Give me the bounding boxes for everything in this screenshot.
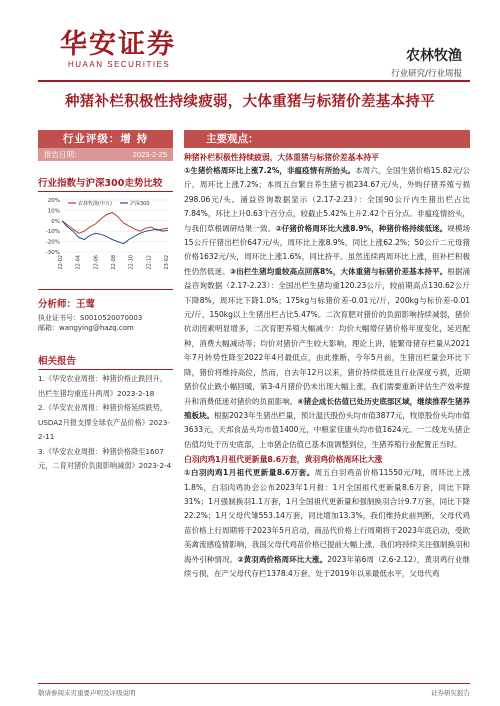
related-report-item[interactable]: 3.《华安农业周报：种猪价格降至1607元，二育对猪价负面影响减弱》2023-2-4 <box>38 446 172 470</box>
bold-point: ①生猪价格周环比上涨7.2%，非瘟疫情有所抬头。 <box>184 166 356 175</box>
y-tick-label: -30% <box>45 250 60 256</box>
index-chart-svg <box>38 194 173 279</box>
rating-label: 行业评级： <box>62 133 121 145</box>
report-title: 种猪补栏积极性持续疲弱，大体重猪与标猪价差基本持平 <box>65 94 435 110</box>
pig-analysis-paragraph <box>184 164 470 452</box>
cert-number: 执业证书号：S0010520070003 <box>38 314 143 322</box>
y-tick-label: 10% <box>47 208 60 215</box>
x-tick-label: 22-02 <box>58 255 64 270</box>
logo-text-en: HUAAN SECURITIES <box>68 60 171 69</box>
sidebar <box>38 130 173 474</box>
header-divider <box>38 80 470 82</box>
analyst-block <box>38 289 173 333</box>
y-tick-label: -10% <box>45 229 60 236</box>
key-points-header: 主要观点： <box>184 130 470 148</box>
rating-value: 增 持 <box>120 133 149 145</box>
analyst-email[interactable]: 邮箱：wangying@hazq.com <box>38 324 134 332</box>
related-report-item[interactable]: 2.《华安农业周报：种猪价格延续跌势，USDA2月报支撑全球农产品价格》2023-2-11 <box>38 403 170 441</box>
y-tick-label: 0% <box>51 218 60 225</box>
body-text: 规模场15公斤仔猪出栏价647元/头，周环比上涨8.9%，同比上涨62.2%；50公斤二元母猪价格1632元/头，周环比上涨1.6%，同比持平。虽然连续两周环比上涨，但补栏积极性仍然低迷。 <box>184 223 471 276</box>
sector-name: 农林牧渔 <box>406 48 462 64</box>
y-tick-label: -20% <box>45 239 60 246</box>
related-reports-title: 相关报告 <box>38 353 173 370</box>
page-header <box>0 0 500 82</box>
bold-point: ①白羽肉鸡1月祖代更新量8.6万套。 <box>184 468 315 478</box>
poultry-analysis-paragraph <box>184 466 470 581</box>
index-chart <box>38 194 173 279</box>
body-text: 本周六，全国生猪价格15.82元/公斤，周环比上涨7.2%；本周五自繁自养生猪亏损234.67元/头，外购仔猪养殖亏损298.06元/头。涌益咨询数据显示（2.17-2.23）：全国90公斤内生猪出栏占比7.84%，环比上升0.63个百分点，较截止5.42%上升2.42个百分点。非瘟疫情抬头，与我们草根调研结果一致。 <box>184 166 471 233</box>
bold-point: ③出栏生猪均重较高点回落8%，大体重猪与标猪价差基本持平。 <box>229 266 448 276</box>
legend-label: 农林牧渔(申万) <box>78 201 112 207</box>
x-tick-label: 22-04 <box>75 255 82 270</box>
x-tick-label: 22-10 <box>128 255 135 270</box>
analyst-line <box>38 292 173 311</box>
section-heading-pig: 种猪补栏积极性持续疲弱，大体重猪与标猪价差基本持平 <box>184 153 379 162</box>
bold-point: ②仔猪价格周环比大涨8.9%，种猪价格持续低迷。 <box>275 223 448 233</box>
main-content <box>184 130 470 581</box>
body-text: 根据涌益咨询数据（2.17-2.23）：全国出栏生猪均重120.23公斤，较前期高点130.62公斤下降8%，周环比下降1.0%；175kg与标猪价差-0.01元/斤，200kg与标价差-0.01元/斤，150kg以上生猪出栏占比5.47%。二次育肥对猪价的负面影响持续减弱，猪价抗动因素明显增多，二次育肥养殖大幅减少：均价大幅增仔猪价格年度变化，延迟配种，消费大幅减动等；均价对猪价产生较大影响，理论上讲，能繁母猪存栏量从2021年7月转势性降至2022年4月最低点，由此推断，今年5月前，生猪出栏量会环比下降，猪价将维持高位，然而，自去年12月以来，猪价持续低迷且行业深度亏损，近期猪价仅止跌小幅回暖，第3-4月猪价仍未出现大幅上涨，我们需要重新评估生产效率提升和消费低迷对猪价的负面影响。 <box>184 266 470 406</box>
company-logo <box>60 30 190 70</box>
body-text: 2023年第6周（2.6-2.12），黄羽鸡行业继续亏损，在产父母代存栏1378.4万套，处于2019年以来最低水平，父母代鸡 <box>184 554 470 578</box>
date-value: 2023-2-25 <box>132 150 167 159</box>
section-heading-poultry: 白羽肉鸡1月祖代更新量8.6万套，黄羽鸡价格周环比大涨 <box>184 455 383 465</box>
date-label: 报告日期： <box>44 150 82 159</box>
analyst-label: 分析师： <box>38 299 77 310</box>
x-tick-label: 22-08 <box>111 255 117 270</box>
x-tick-label: 22-06 <box>93 255 100 270</box>
chart-section-title: 行业指数与沪深300走势比较 <box>38 175 173 192</box>
analyst-name: 王莺 <box>76 299 96 310</box>
body-text: 周五白羽鸡苗价格11550元/吨，周环比上涨1.8%，白羽肉鸡协会公布2023年1月报：1月全国祖代更新量8.6万套，同比下降31%；1月强制换羽1.1万套，1月全国祖代更新量和强制换羽合计9.7万套，同比下降22.2%；1月父母代雏553.14万套，同比增加13.3%，我们维持此前判断，父母代鸡苗价格上行周期将于2023年5月启动，商品代价格上行周期将于2023年底启动，受欧美禽流感疫情影响，我国父母代鸡苗价格已提前大幅上涨，我们将持续关注强制换羽和海外引种情况。 <box>184 468 470 564</box>
x-tick-label: 22-12 <box>146 255 153 270</box>
report-date-row <box>38 148 173 161</box>
legend-label: 沪深300 <box>130 201 150 207</box>
body-text: 根据2023年生猪出栏量，预计温氏股份头均市值3877元，牧原股份头均市值3633元，天邦食品头均市值1400元，中粮家佳康头均市值1624元。一二线龙头猪企估值均处于历史底部，上市猪企估值已基本面调整到位，生猪养殖行业配置正当时。 <box>184 410 470 449</box>
logo-text-cn: 华安证券 <box>60 29 176 60</box>
y-tick-label: 20% <box>47 198 60 204</box>
related-reports-list <box>38 372 173 474</box>
bold-point: ②黄羽鸡价格周环比大涨。 <box>237 554 328 564</box>
related-report-item[interactable]: 1.《华安农业周报：种猪价格止跌回升，出栏生猪均重连升两周》2023-2-18 <box>38 374 168 398</box>
x-tick-label: 23-02 <box>164 255 170 270</box>
disclaimer-note: 敬请参阅末页重要声明及评级说明 <box>38 689 136 697</box>
rating-box <box>38 130 173 148</box>
report-type: 行业研究/行业周报 <box>391 69 462 79</box>
bold-point: ④猪企成长估值已处历史底部区域，继续推荐生猪养殖板块。 <box>184 396 470 420</box>
page-footer <box>38 683 470 697</box>
report-label: 证券研究报告 <box>431 689 470 697</box>
